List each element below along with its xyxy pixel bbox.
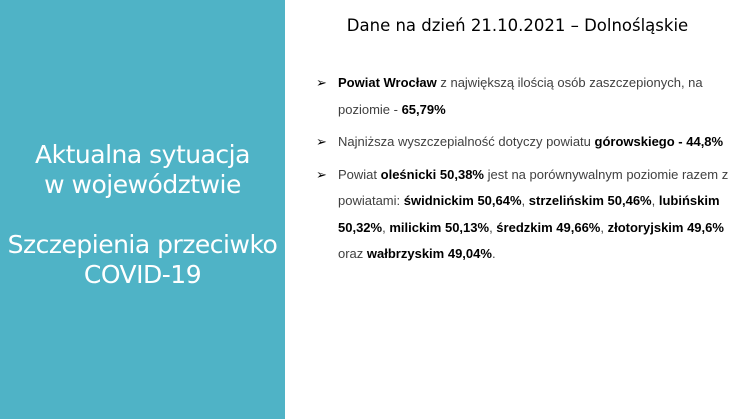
bullet-text: , [489,219,497,235]
section-title-line-1: Aktualna sytuacja [35,140,250,169]
bullet-text-bold: oleśnicki 50,38% [380,166,484,182]
arrowhead-bullet-icon: ➢ [316,134,327,149]
bullet-text: , [382,219,390,235]
bullet-text-bold: 65,79% [401,101,446,117]
bullet-text-bold: lubińskim 50,32% [338,193,720,235]
bullet-item [316,129,736,156]
bullet-text-bold: wałbrzyskim 49,04% [366,246,492,261]
section-title-line-2: w województwie [44,170,241,199]
bullet-text: Najniższa wyszczepialność dotyczy powiatu [338,134,595,149]
bullet-text: , [651,193,659,208]
section-subtitle-line-1: Szczepienia przeciwko [7,230,278,259]
bullet-text-bold: świdnickim 50,64% [403,193,522,208]
bullet-list [316,70,736,274]
arrowhead-bullet-icon: ➢ [316,166,327,182]
section-subtitle-line-2: COVID-19 [83,260,202,289]
bullet-text-bold: górowskiego - 44,8% [594,134,724,149]
bullet-text: , [521,193,529,208]
slide-title: Dane na dzień 21.10.2021 – Dolnośląskie [346,16,689,35]
bullet-text: . [491,246,496,261]
bullet-text-bold: strzelińskim 50,46% [528,193,652,208]
bullet-text: jest na porównywalnym poziomie razem z powiatami: [338,166,729,208]
bullet-text: oraz [338,246,367,261]
bullet-text-bold: średzkim 49,66% [496,219,601,235]
arrowhead-bullet-icon: ➢ [316,75,327,90]
title-gap [0,200,285,230]
bullet-text: Powiat [338,166,381,182]
left-title-panel [0,0,285,419]
bullet-item [316,162,736,268]
bullet-text-bold: milickim 50,13% [389,219,490,235]
bullet-text-bold: złotoryjskim 49,6% [607,219,724,235]
bullet-text: , [600,219,608,235]
bullet-text-bold: Powiat Wrocław [338,75,437,90]
section-title [0,140,285,290]
bullet-item [316,70,736,123]
bullet-text: z największą ilością osób zaszczepionych, na poziomie - [338,75,703,117]
